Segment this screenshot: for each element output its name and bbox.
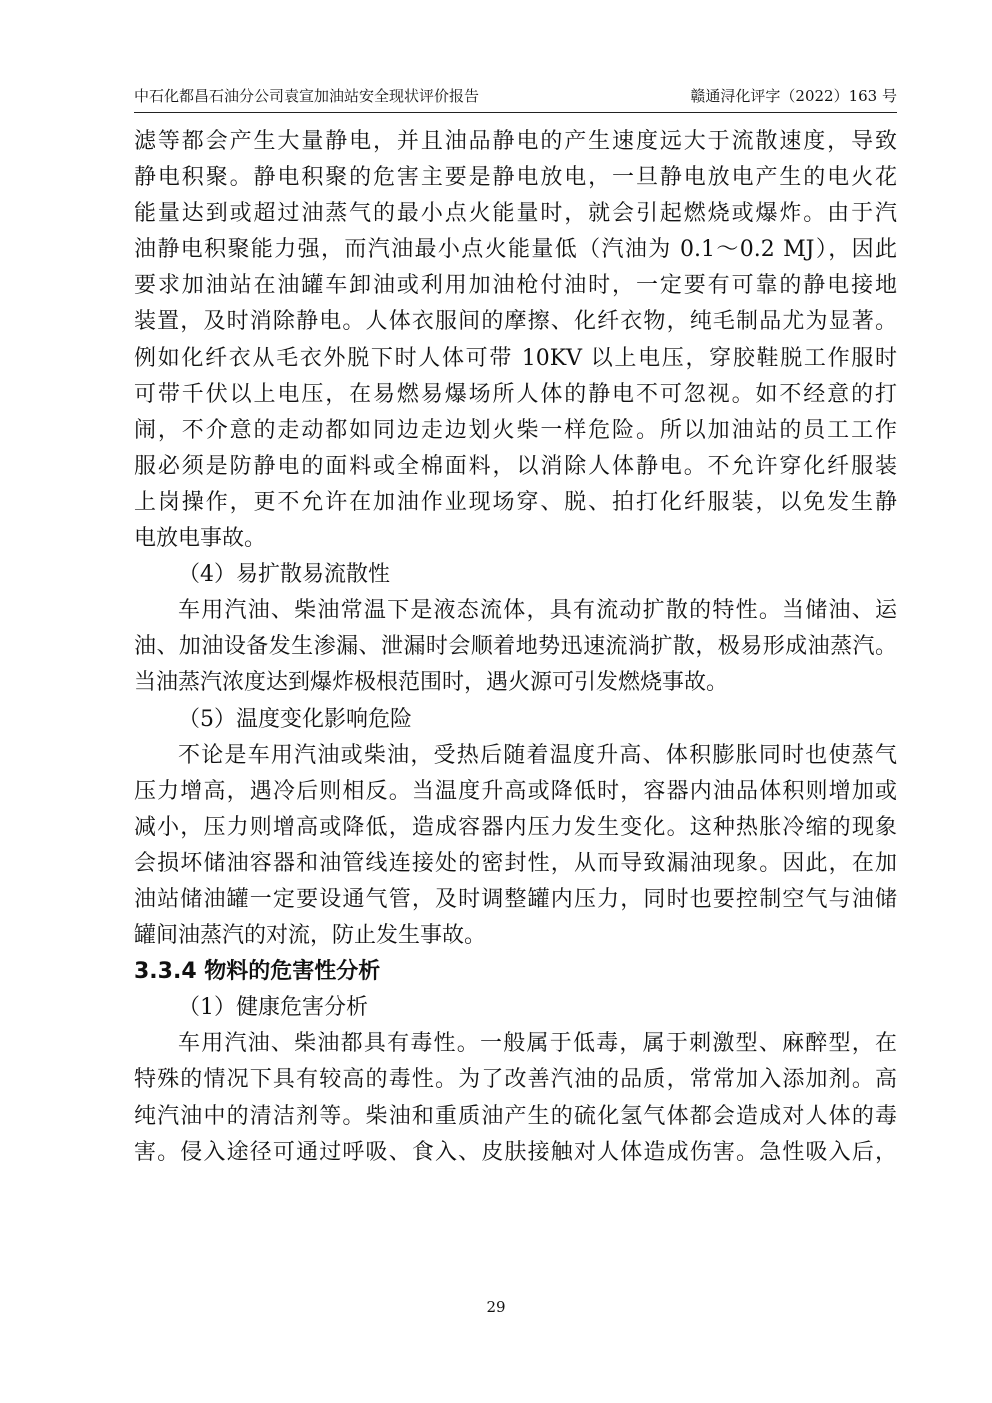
page-header bbox=[134, 86, 897, 113]
paragraph-line: 害。侵入途径可通过呼吸、食入、皮肤接触对人体造成伤害。急性吸入后， bbox=[134, 1139, 897, 1165]
paragraph-line: 静电积聚。静电积聚的危害主要是静电放电，一旦静电放电产生的电火花 bbox=[134, 165, 897, 191]
page-number: 29 bbox=[486, 1298, 506, 1316]
section-heading: 3.3.4 物料的危害性分析 bbox=[134, 959, 381, 985]
paragraph-line: 不论是车用汽油或柴油，受热后随着温度升高、体积膨胀同时也使蒸气 bbox=[178, 742, 897, 768]
paragraph-line: 闹，不介意的走动都如同边走边划火柴一样危险。所以加油站的员工工作 bbox=[134, 417, 897, 443]
paragraph-line: 电放电事故。 bbox=[134, 526, 267, 552]
paragraph-line: 上岗操作，更不允许在加油作业现场穿、脱、拍打化纤服装，以免发生静 bbox=[134, 489, 897, 515]
paragraph-line: 可带千伏以上电压，在易燃易爆场所人体的静电不可忽视。如不经意的打 bbox=[134, 381, 897, 407]
paragraph-line: 能量达到或超过油蒸气的最小点火能量时，就会引起燃烧或爆炸。由于汽 bbox=[134, 201, 897, 227]
document-number: 赣通浔化评字（2022）163 号 bbox=[690, 87, 897, 105]
paragraph-line: 油、加油设备发生渗漏、泄漏时会顺着地势迅速流淌扩散，极易形成油蒸汽。 bbox=[134, 634, 897, 660]
paragraph-line: 例如化纤衣从毛衣外脱下时人体可带 10KV 以上电压，穿胶鞋脱工作服时 bbox=[134, 345, 897, 371]
paragraph-line: 要求加油站在油罐车卸油或利用加油枪付油时，一定要有可靠的静电接地 bbox=[134, 273, 897, 299]
paragraph-line: 当油蒸汽浓度达到爆炸极根范围时，遇火源可引发燃烧事故。 bbox=[134, 670, 729, 696]
subsection-title: （4）易扩散易流散性 bbox=[178, 562, 390, 588]
paragraph-line: 滤等都会产生大量静电，并且油品静电的产生速度远大于流散速度，导致 bbox=[134, 129, 897, 154]
page-body bbox=[134, 124, 897, 1171]
paragraph-line: 罐间油蒸汽的对流，防止发生事故。 bbox=[134, 923, 487, 949]
paragraph-line: 装置，及时消除静电。人体衣服间的摩擦、化纤衣物，纯毛制品尤为显著。 bbox=[134, 309, 897, 335]
paragraph-line: 减小，压力则增高或降低，造成容器内压力发生变化。这种热胀冷缩的现象 bbox=[134, 814, 897, 840]
paragraph-line: 纯汽油中的清洁剂等。柴油和重质油产生的硫化氢气体都会造成对人体的毒 bbox=[134, 1103, 897, 1129]
report-title: 中石化都昌石油分公司袁宣加油站安全现状评价报告 bbox=[134, 87, 480, 105]
paragraph-line: 油静电积聚能力强，而汽油最小点火能量低（汽油为 0.1～0.2 MJ），因此 bbox=[134, 237, 897, 263]
subsection-title: （1）健康危害分析 bbox=[178, 995, 368, 1021]
paragraph-line: 车用汽油、柴油都具有毒性。一般属于低毒，属于刺激型、麻醉型，在 bbox=[178, 1031, 897, 1057]
paragraph-line: 油站储油罐一定要设通气管，及时调整罐内压力，同时也要控制空气与油储 bbox=[134, 886, 897, 912]
paragraph-line: 会损坏储油容器和油管线连接处的密封性，从而导致漏油现象。因此，在加 bbox=[134, 850, 897, 876]
paragraph-line: 特殊的情况下具有较高的毒性。为了改善汽油的品质，常常加入添加剂。高 bbox=[134, 1067, 897, 1093]
subsection-title: （5）温度变化影响危险 bbox=[178, 706, 412, 732]
paragraph-line: 压力增高，遇冷后则相反。当温度升高或降低时，容器内油品体积则增加或 bbox=[134, 778, 897, 804]
paragraph-line: 车用汽油、柴油常温下是液态流体，具有流动扩散的特性。当储油、运 bbox=[178, 598, 897, 624]
paragraph-line: 服必须是防静电的面料或全棉面料，以消除人体静电。不允许穿化纤服装 bbox=[134, 453, 897, 479]
